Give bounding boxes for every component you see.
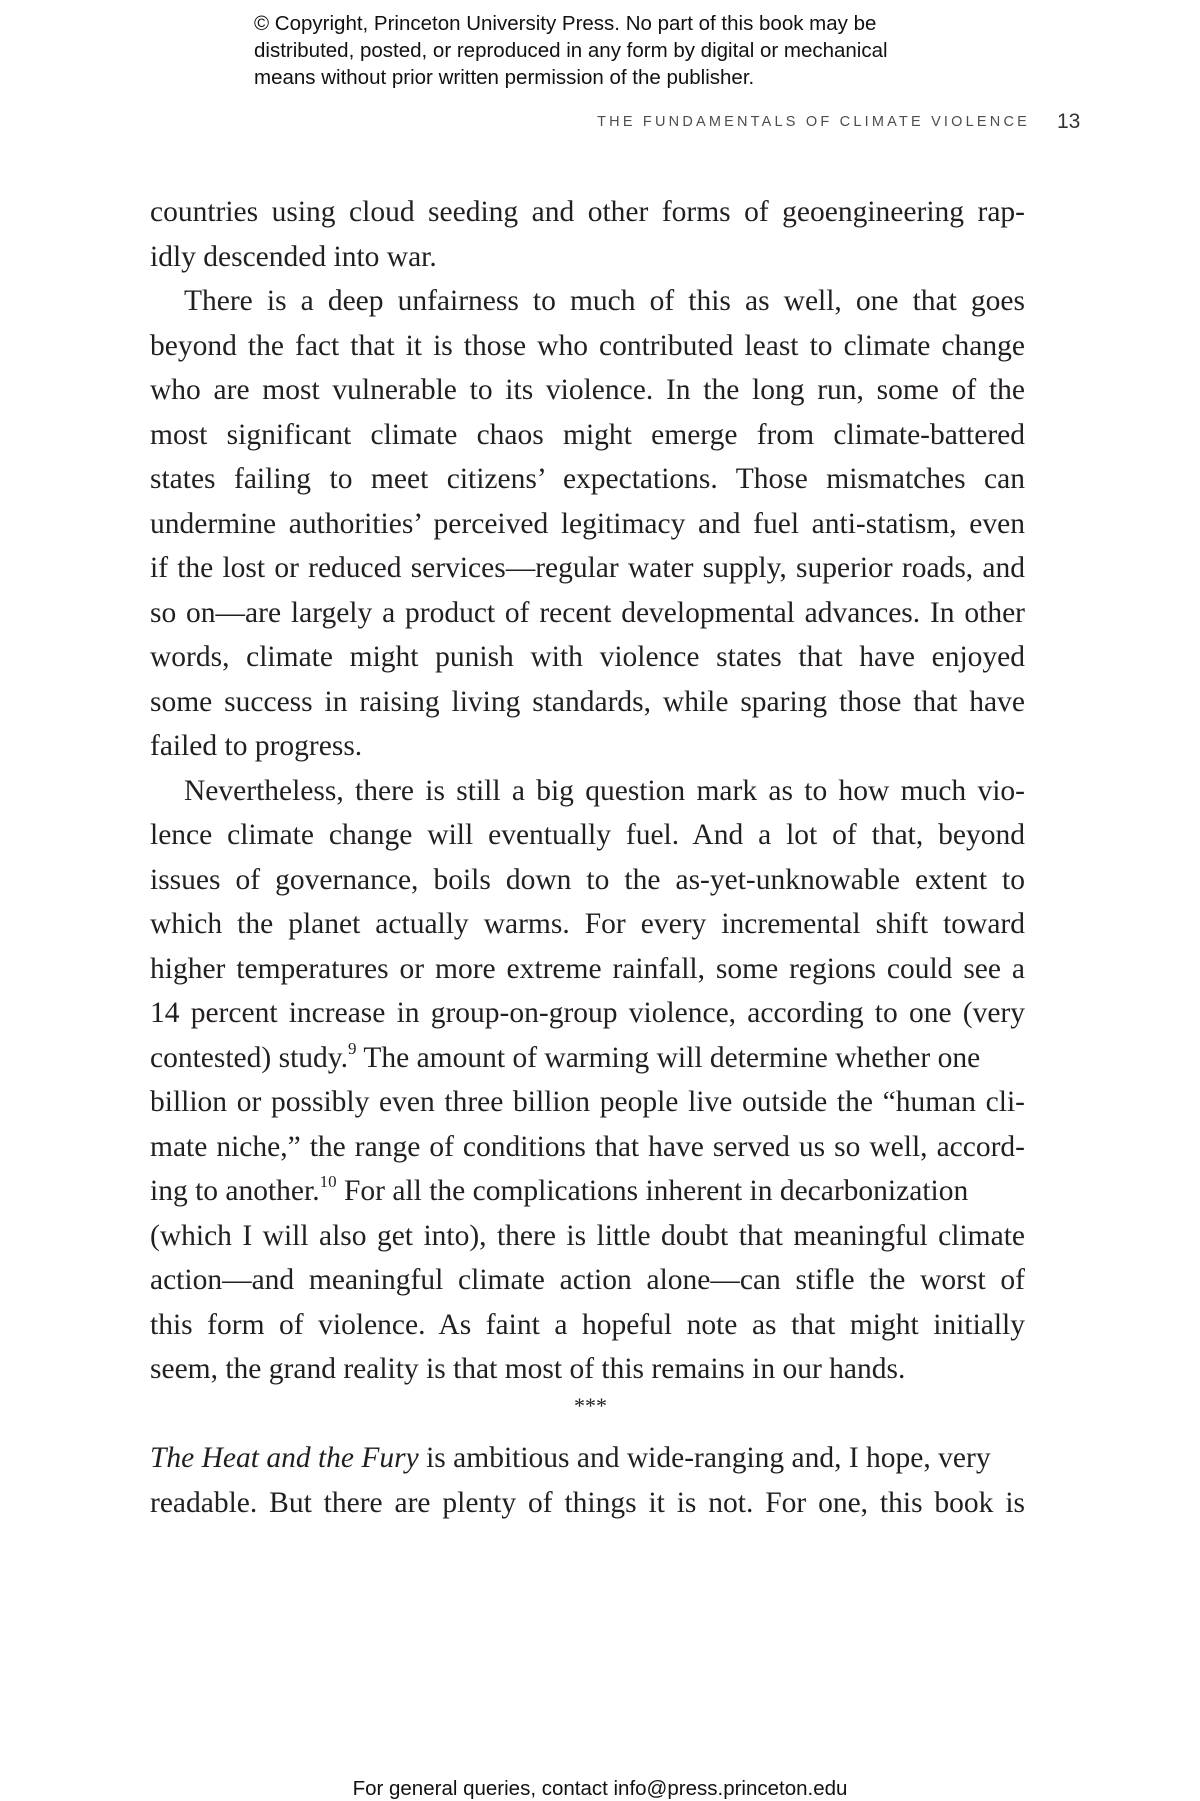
running-head bbox=[0, 110, 1200, 140]
text-line: issues of governance, boils down to the as-yet-unknowable extent to bbox=[150, 863, 1025, 896]
text-line: Nevertheless, there is still a big question mark as to how much vio- bbox=[184, 774, 1025, 807]
text-line: lence climate change will eventually fuel. And a lot of that, beyond bbox=[150, 819, 1025, 851]
text-line: this form of violence. As faint a hopeful note as that might initially bbox=[150, 1308, 1025, 1341]
body-text bbox=[150, 190, 1025, 1525]
text-fragment: is ambitious and wide-ranging and, I hope, very bbox=[418, 1442, 991, 1474]
section-break: *** bbox=[574, 1392, 607, 1418]
text-fragment: ing to another. bbox=[150, 1175, 320, 1207]
text-line: action—and meaningful climate action alone—can stifle the worst of bbox=[150, 1264, 1025, 1296]
copyright-line: means without prior written permission of the publisher. bbox=[254, 66, 755, 89]
text-line: readable. But there are plenty of things it is not. For one, this book is bbox=[150, 1486, 1025, 1519]
text-line: beyond the fact that it is those who contributed least to climate change bbox=[150, 329, 1025, 362]
text-line: seem, the grand reality is that most of this remains in our hands. bbox=[150, 1353, 906, 1385]
text-line bbox=[150, 1169, 1025, 1214]
footer-contact: For general queries, contact info@press.princeton.edu bbox=[352, 1777, 848, 1800]
text-line: higher temperatures or more extreme rainfall, some regions could see a bbox=[150, 952, 1025, 985]
text-line: which the planet actually warms. For every incremental shift toward bbox=[150, 908, 1025, 940]
text-line: most significant climate chaos might emerge from climate-battered bbox=[150, 418, 1025, 451]
copyright-line: distributed, posted, or reproduced in any form by digital or mechanical bbox=[254, 39, 888, 62]
text-line: billion or possibly even three billion people live outside the “human cli- bbox=[150, 1086, 1025, 1118]
text-fragment: contested) study. bbox=[150, 1041, 348, 1074]
text-line: undermine authorities’ perceived legitimacy and fuel anti-statism, even bbox=[150, 507, 1025, 540]
text-line: if the lost or reduced services—regular water supply, superior roads, and bbox=[150, 552, 1025, 584]
text-line: (which I will also get into), there is little doubt that meaningful climate bbox=[150, 1219, 1025, 1252]
footnote-marker[interactable]: 10 bbox=[319, 1172, 337, 1192]
text-line: who are most vulnerable to its violence. In the long run, some of the bbox=[150, 374, 1025, 406]
text-line: failed to progress. bbox=[150, 730, 363, 762]
text-line: states failing to meet citizens’ expectations. Those mismatches can bbox=[150, 463, 1025, 495]
copyright-line: © Copyright, Princeton University Press. No part of this book may be bbox=[254, 12, 877, 35]
text-line: so on—are largely a product of recent developmental advances. In other bbox=[150, 596, 1025, 629]
text-line: some success in raising living standards, while sparing those that have bbox=[150, 685, 1025, 718]
text-line bbox=[150, 1436, 1025, 1481]
copyright-notice bbox=[254, 10, 1014, 91]
running-head-title: THE FUNDAMENTALS OF CLIMATE VIOLENCE bbox=[597, 114, 1030, 130]
book-title: The Heat and the Fury bbox=[150, 1442, 419, 1474]
text-line: countries using cloud seeding and other forms of geoengineering rap- bbox=[150, 196, 1025, 228]
text-fragment: For all the complications inherent in decarbonization bbox=[336, 1175, 969, 1207]
text-line: There is a deep unfairness to much of this as well, one that goes bbox=[184, 285, 1025, 317]
text-line bbox=[150, 1036, 1025, 1081]
text-line: idly descended into war. bbox=[150, 240, 437, 273]
text-line: mate niche,” the range of conditions that have served us so well, accord- bbox=[150, 1130, 1025, 1163]
footnote-marker[interactable]: 9 bbox=[348, 1038, 357, 1058]
page-number: 13 bbox=[1057, 110, 1081, 133]
text-fragment: The amount of warming will determine whether one bbox=[356, 1041, 981, 1074]
text-line: words, climate might punish with violence states that have enjoyed bbox=[150, 641, 1025, 673]
text-line: 14 percent increase in group-on-group violence, according to one (very bbox=[150, 997, 1025, 1029]
